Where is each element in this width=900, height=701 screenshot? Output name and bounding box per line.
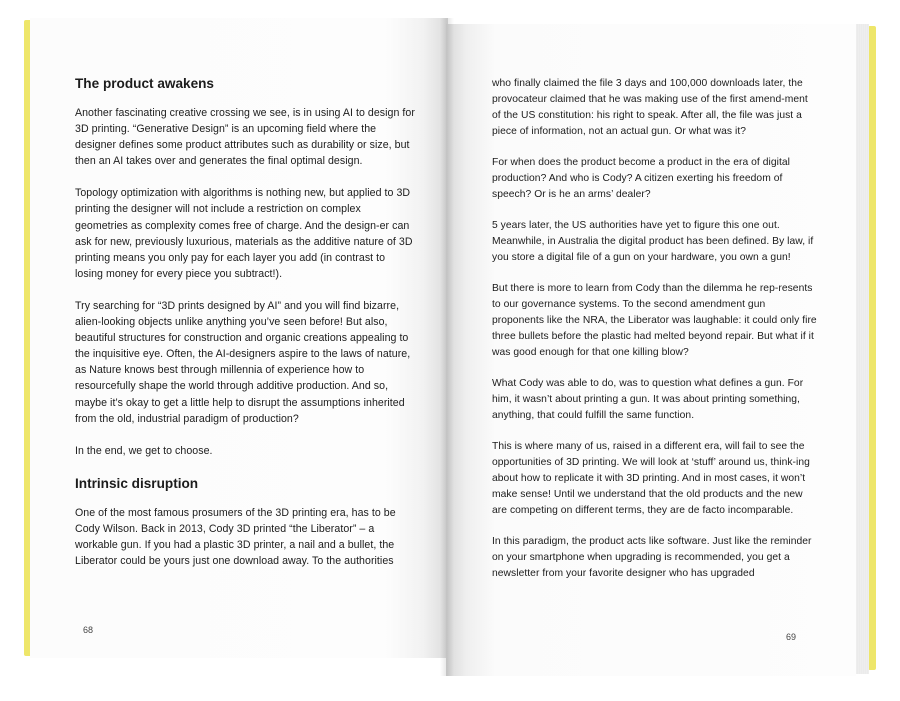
- section-heading-intrinsic-disruption: Intrinsic disruption: [75, 475, 199, 491]
- right-page: [446, 24, 856, 676]
- paragraph: One of the most famous prosumers of the 3D printing era, has to be Cody Wilson. Back in 2013, Cody 3D printed “the Liberator” – a workable gun. If you had a plastic 3D printer, a nail and a bullet, the Liberator could be yours just one download away. To the authorities: [75, 506, 396, 568]
- paragraph: This is where many of us, raised in a different era, will fail to see the opportunities of 3D printing. We will look at ‘stuff’ around us, think-ing about how to replicate it with 3D printing. And in most cases, it won’t make sense! Until we understand that the old products and the new are competing on different terms, they are de facto incomparable.: [492, 441, 810, 516]
- paragraph: 5 years later, the US authorities have yet to figure this one out. Meanwhile, in Australia the digital product has been defined. By law, if you store a digital file of a gun on your hardware, you own a gun!: [492, 220, 814, 263]
- page-number-left: 68: [83, 625, 94, 635]
- cover-edge-right: [868, 26, 876, 670]
- paragraph: Topology optimization with algorithms is nothing new, but applied to 3D printing the designer will not include a restriction on complex geometries as complexity comes free of charge. And the design-er can ask for new, previously luxurious, materials as the additive nature of 3D printing means you only pay for each layer you add (in contrast to losing money for every piece you subtract!).: [75, 187, 413, 280]
- paragraph: In the end, we get to choose.: [75, 444, 213, 457]
- section-heading-product-awakens: The product awakens: [75, 76, 214, 91]
- page-number-right: 69: [786, 632, 797, 642]
- paragraph: Another fascinating creative crossing we see, is in using AI to design for 3D printing. “Generative Design” is an upcoming field where the designer defines some product attributes such as durability or size, but then an AI takes over and generates the final optimal design.: [75, 107, 415, 168]
- paragraph: Try searching for “3D prints designed by AI” and you will find bizarre, alien-looking objects unlike anything you’ve seen before! But also, beautiful structures for construction and organic creations appealing to the inquisitive eye. Often, the AI-designers aspire to the laws of nature, as Nature knows best through millennia of experience how to resourcefully shape the world through additive production. And so, maybe it’s okay to get a little help to disrupt the assumptions inherited from the old, industrial paradigm of production?: [75, 299, 411, 425]
- paragraph: What Cody was able to do, was to question what defines a gun. For him, it wasn’t about printing a gun. It was about printing something, anything, that could fulfill the same function.: [492, 378, 804, 421]
- right-page-text: [492, 76, 818, 597]
- paragraph: For when does the product become a product in the era of digital production? And who is Cody? A citizen exerting his freedom of speech? Or is he an arms’ dealer?: [492, 157, 790, 200]
- paragraph: In this paradigm, the product acts like software. Just like the reminder on your smartphone when upgrading is recommended, you get a newsletter from your favorite designer who has upgraded: [492, 536, 812, 579]
- left-page-text: [75, 73, 415, 585]
- left-page: [30, 18, 448, 658]
- paragraph: But there is more to learn from Cody than the dilemma he rep-resents to our governance systems. To the second amendment gun proponents like the NRA, the Liberator was laughable: it could only fire three bullets before the plastic had melted beyond repair. But what if it was good enough for that one killing blow?: [492, 283, 817, 358]
- book-gutter: [440, 18, 454, 676]
- paragraph: who finally claimed the file 3 days and 100,000 downloads later, the provocateur claimed that he was making use of the first amend-ment of the US constitution: his right to speak. After all, the file was just a piece of information, not an actual gun. Or what was it?: [492, 78, 808, 137]
